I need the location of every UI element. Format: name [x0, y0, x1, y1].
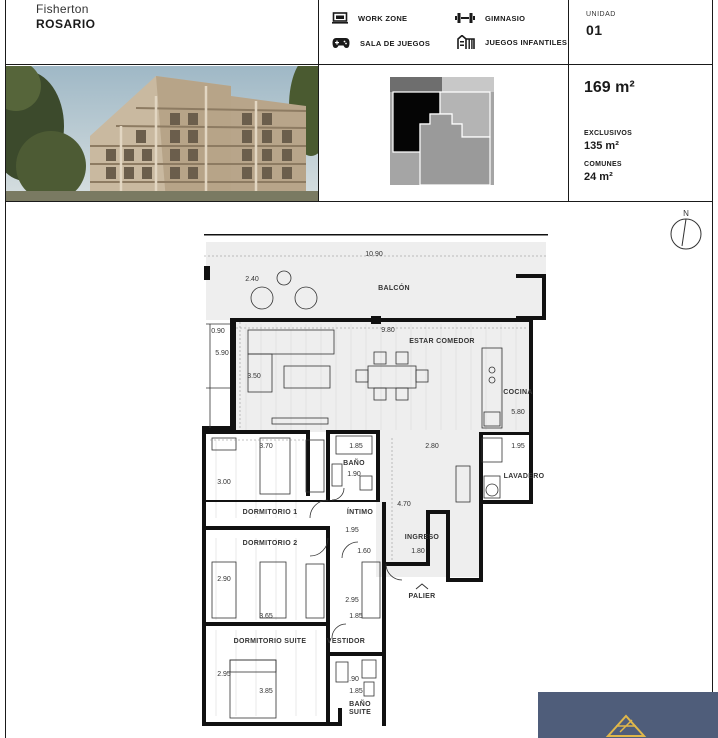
dim-left-090: 0.90 — [211, 328, 225, 335]
room-lavadero: LAVADERO — [503, 473, 545, 480]
column-divider-1 — [318, 0, 319, 202]
room-bano-suite-line2: SUITE — [348, 709, 372, 716]
amenity-gym — [455, 12, 525, 24]
location-block — [36, 2, 96, 31]
amenity-label: WORK ZONE — [358, 13, 408, 23]
room-palier: PALIER — [408, 593, 436, 600]
dim-closet-width: 1.85 — [349, 613, 363, 620]
dim-dorm2-depth: 2.90 — [217, 576, 231, 583]
dim-left-590: 5.90 — [215, 350, 229, 357]
room-vestidor: VESTIDOR — [326, 638, 366, 645]
dim-ingreso-2: 1.80 — [411, 548, 425, 555]
key-plan-diagram — [390, 77, 494, 185]
header-divider — [5, 64, 713, 65]
dim-balcony-depth: 2.40 — [245, 276, 259, 283]
dim-intimo: 1.95 — [345, 527, 359, 534]
amenity-work-zone — [332, 12, 407, 24]
room-cocina: COCINA — [503, 389, 533, 396]
building-photo — [6, 66, 318, 201]
total-area: 169 m² — [584, 79, 635, 96]
room-dormitorio-1: DORMITORIO 1 — [242, 509, 298, 516]
frame-right-line — [712, 0, 713, 738]
dim-lavadero: 1.95 — [511, 443, 525, 450]
palier-arrow-icon — [416, 584, 428, 589]
room-bano: BAÑO — [343, 460, 365, 467]
work-zone-icon — [332, 12, 348, 24]
amenity-label: GIMNASIO — [485, 13, 526, 23]
dim-hall-width: 2.80 — [425, 443, 439, 450]
room-dormitorio-2: DORMITORIO 2 — [242, 540, 298, 547]
unit-label: UNIDAD — [586, 11, 616, 18]
dim-living-width: 9.80 — [381, 327, 395, 334]
info-divider — [5, 201, 713, 202]
brand-logo-block — [538, 692, 718, 738]
gamepad-icon — [332, 37, 350, 49]
room-intimo: ÍNTIMO — [346, 509, 374, 516]
dim-suite-width: 3.85 — [259, 688, 273, 695]
column-divider-2 — [568, 0, 569, 202]
room-estar-comedor: ESTAR COMEDOR — [409, 338, 475, 345]
room-dormitorio-suite: DORMITORIO SUITE — [233, 638, 307, 645]
compass-north-label: N — [683, 209, 689, 218]
amenity-game-room — [332, 37, 430, 49]
dim-living-depth: 3.50 — [247, 373, 261, 380]
dim-dorm1-width: 3.70 — [259, 443, 273, 450]
exclusive-area-label: EXCLUSIVOS — [584, 130, 633, 137]
dim-bath-width: 1.85 — [349, 443, 363, 450]
north-compass-icon — [668, 208, 704, 250]
dim-ingreso-1: 1.60 — [357, 548, 371, 555]
room-ingreso: INGRESO — [404, 534, 440, 541]
dim-suite-bath-185: 1.85 — [349, 688, 363, 695]
common-area-label: COMUNES — [584, 161, 622, 168]
floor-plan — [186, 228, 556, 728]
dumbbell-icon — [455, 12, 475, 24]
room-bano-suite-line1: BAÑO — [349, 701, 371, 708]
dim-suite-bath-090: .90 — [349, 676, 359, 683]
unit-number: 01 — [586, 22, 603, 38]
dim-balcony-width: 10.90 — [365, 251, 383, 258]
brand-logo-icon — [538, 692, 718, 738]
amenity-playground — [457, 35, 567, 49]
exclusive-area-value: 135 m² — [584, 140, 619, 152]
dim-dorm2-width: 3.65 — [259, 613, 273, 620]
dim-closet-depth: 2.95 — [345, 597, 359, 604]
dim-hall-depth: 4.70 — [397, 501, 411, 508]
room-balcon: BALCÓN — [378, 285, 410, 292]
dim-suite-depth: 2.95 — [217, 671, 231, 678]
amenity-label: SALA DE JUEGOS — [360, 38, 431, 48]
dim-kitchen: 5.80 — [511, 409, 525, 416]
location-neighborhood: Fisherton — [36, 2, 89, 16]
common-area-value: 24 m² — [584, 171, 613, 183]
playground-icon — [457, 35, 475, 49]
amenity-label: JUEGOS INFANTILES — [485, 37, 568, 47]
dim-dorm1-depth: 3.00 — [217, 479, 231, 486]
location-city: ROSARIO — [36, 17, 96, 31]
dim-bath-depth: 1.90 — [347, 471, 361, 478]
